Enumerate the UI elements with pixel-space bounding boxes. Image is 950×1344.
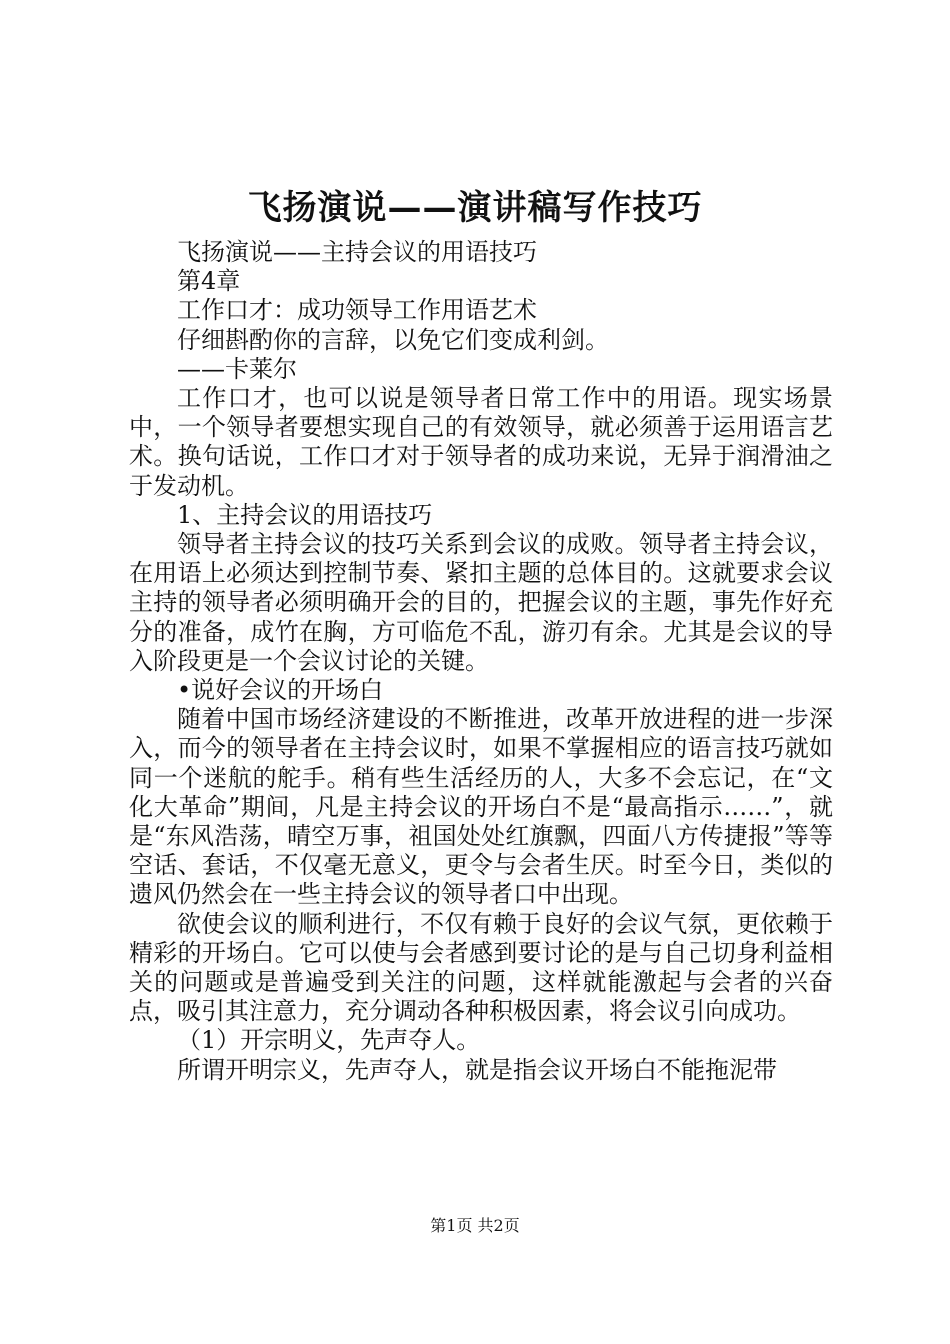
chapter-line: 第4章 <box>177 267 241 296</box>
body-paragraph: 工作口才，也可以说是领导者日常工作中的用语。现实场景中，一个领导者要想实现自己的有效领导，就必须善于运用语言艺术。换句话说，工作口才对于领导者的成功来说，无异于润滑油之于发动机。 <box>129 384 833 500</box>
body-paragraph: 欲使会议的顺利进行，不仅有赖于良好的会议气氛，更依赖于精彩的开场白。它可以使与会者感到要讨论的是与自己切身利益相关的问题或是普遍受到关注的问题，这样就能激起与会者的兴奋点，吸引其注意力，充分调动各种积极因素，将会议引向成功。 <box>129 909 833 1026</box>
body-paragraph: 所谓开明宗义，先声夺人，就是指会议开场白不能拖泥带 <box>177 1055 777 1084</box>
document-body <box>129 238 833 1085</box>
bullet-heading: •说好会议的开场白 <box>177 676 384 705</box>
page-number-footer: 第1页 共2页 <box>430 1216 520 1235</box>
subtitle-line: 飞扬演说——主持会议的用语技巧 <box>177 238 537 266</box>
quote-author-line: ——卡莱尔 <box>177 354 297 383</box>
body-paragraph: 随着中国市场经济建设的不断推进，改革开放进程的进一步深入，而今的领导者在主持会议时，如果不掌握相应的语言技巧就如同一个迷航的舵手。稍有些生活经历的人，大多不会忘记，在“文化大革命”期间，凡是主持会议的开场白不是“最高指示……”，就是“东风浩荡，晴空万事，祖国处处红旗飘，四面八方传捷报”等等空话、套话，不仅毫无意义，更令与会者生厌。时至今日，类似的遗风仍然会在一些主持会议的领导者口中出现。 <box>129 705 833 909</box>
document-title: 飞扬演说——演讲稿写作技巧 <box>247 188 703 228</box>
chapter-title-line: 工作口才：成功领导工作用语艺术 <box>177 296 537 325</box>
body-paragraph: 领导者主持会议的技巧关系到会议的成败。领导者主持会议，在用语上必须达到控制节奏、紧扣主题的总体目的。这就要求会议主持的领导者必须明确开会的目的，把握会议的主题，事先作好充分的准备，成竹在胸，方可临危不乱，游刃有余。尤其是会议的导入阶段更是一个会议讨论的关键。 <box>129 530 833 675</box>
section-heading: 1、主持会议的用语技巧 <box>177 500 433 529</box>
quote-line: 仔细斟酌你的言辞，以免它们变成利剑。 <box>177 325 609 354</box>
numbered-heading: （1）开宗明义，先声夺人。 <box>177 1026 481 1055</box>
